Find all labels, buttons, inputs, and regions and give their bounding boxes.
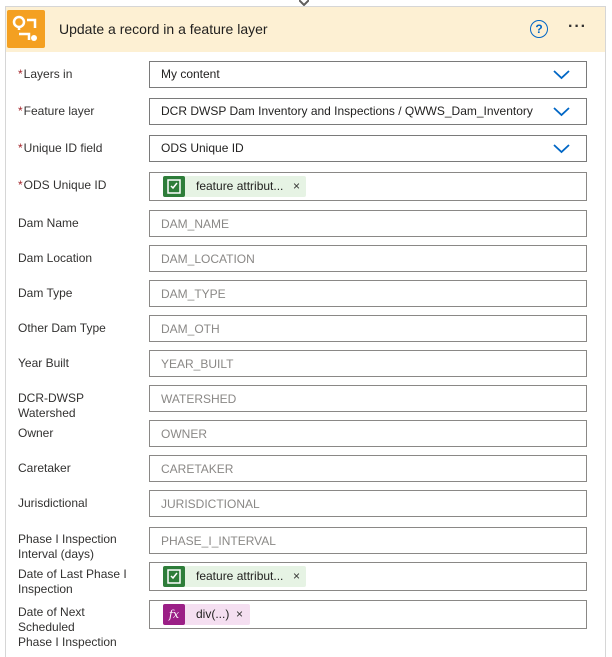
field-label xyxy=(18,178,143,193)
field-label: Other Dam Type xyxy=(18,321,106,335)
other-dam-type-input[interactable] xyxy=(149,315,587,342)
placeholder-text: DAM_OTH xyxy=(161,322,220,336)
owner-input[interactable] xyxy=(149,420,587,447)
field-label xyxy=(18,141,143,156)
label-text: Layers in xyxy=(23,67,73,81)
field-label: Dam Location xyxy=(18,251,93,265)
field-label: Year Built xyxy=(18,356,69,370)
label-text: Unique ID field xyxy=(23,141,103,155)
feature-layer-dropdown[interactable] xyxy=(149,98,587,125)
action-card xyxy=(5,6,606,657)
placeholder-text: PHASE_I_INTERVAL xyxy=(161,534,276,548)
year-built-input[interactable] xyxy=(149,350,587,377)
dam-type-input[interactable] xyxy=(149,280,587,307)
remove-token-icon[interactable]: × xyxy=(293,179,301,193)
route-map-icon xyxy=(7,10,45,48)
caretaker-input[interactable] xyxy=(149,455,587,482)
help-circle-icon[interactable]: ? xyxy=(530,20,548,38)
next-phase-inspection-input[interactable] xyxy=(149,600,587,629)
layers-in-dropdown[interactable] xyxy=(149,61,587,88)
chevron-down-icon[interactable] xyxy=(553,69,570,81)
label-line: Phase I Inspection xyxy=(18,532,117,546)
card-header[interactable] xyxy=(6,7,605,52)
required-marker: * xyxy=(18,178,23,192)
phase-interval-input[interactable] xyxy=(149,527,587,554)
placeholder-text: WATERSHED xyxy=(161,392,237,406)
chevron-down-icon[interactable] xyxy=(553,106,570,118)
function-icon: fx xyxy=(163,604,185,625)
placeholder-text: DAM_LOCATION xyxy=(161,252,255,266)
label-text: ODS Unique ID xyxy=(23,178,107,192)
ods-unique-id-input[interactable] xyxy=(149,172,587,201)
chevron-down-icon[interactable] xyxy=(553,143,570,155)
unique-id-field-dropdown[interactable] xyxy=(149,135,587,162)
placeholder-text: OWNER xyxy=(161,427,207,441)
field-label xyxy=(18,605,143,650)
token-text: feature attribut... xyxy=(196,179,284,193)
required-marker: * xyxy=(18,104,23,118)
dam-name-input[interactable] xyxy=(149,210,587,237)
label-line: Inspection xyxy=(18,582,73,596)
dynamic-content-icon xyxy=(163,566,185,587)
remove-token-icon[interactable]: × xyxy=(236,607,244,621)
field-label: Owner xyxy=(18,426,54,440)
placeholder-text: JURISDICTIONAL xyxy=(161,497,260,511)
token-text: feature attribut... xyxy=(196,569,284,583)
selected-value: ODS Unique ID xyxy=(161,141,244,155)
label-line: Date of Next Scheduled xyxy=(18,605,85,634)
label-text: Feature layer xyxy=(23,104,95,118)
remove-token-icon[interactable]: × xyxy=(293,569,301,583)
selected-value: My content xyxy=(161,67,220,81)
placeholder-text: YEAR_BUILT xyxy=(161,357,234,371)
dam-location-input[interactable] xyxy=(149,245,587,272)
placeholder-text: DAM_TYPE xyxy=(161,287,226,301)
required-marker: * xyxy=(18,141,23,155)
placeholder-text: CARETAKER xyxy=(161,462,234,476)
jurisdictional-input[interactable] xyxy=(149,490,587,517)
selected-value: DCR DWSP Dam Inventory and Inspections / QWWS_Dam_Inventory xyxy=(161,104,533,118)
last-phase-inspection-input[interactable] xyxy=(149,562,587,591)
field-label xyxy=(18,532,143,562)
required-marker: * xyxy=(18,67,23,81)
dynamic-content-token[interactable] xyxy=(163,566,306,587)
more-options-icon[interactable]: ··· xyxy=(568,18,587,35)
field-label: Dam Type xyxy=(18,286,73,300)
field-label xyxy=(18,567,143,597)
dynamic-content-token[interactable] xyxy=(163,176,306,197)
label-line: Interval (days) xyxy=(18,547,95,561)
field-label: Jurisdictional xyxy=(18,496,88,510)
expression-token[interactable] xyxy=(163,604,250,625)
label-line: Phase I Inspection xyxy=(18,635,117,649)
watershed-input[interactable] xyxy=(149,385,587,412)
field-label xyxy=(18,67,143,82)
field-label: Dam Name xyxy=(18,216,79,230)
card-title: Update a record in a feature layer xyxy=(59,21,268,37)
placeholder-text: DAM_NAME xyxy=(161,217,230,231)
field-label: DCR-DWSP Watershed xyxy=(18,391,84,420)
field-label: Caretaker xyxy=(18,461,71,475)
field-label xyxy=(18,104,143,119)
label-line: Date of Last Phase I xyxy=(18,567,127,581)
token-text: div(...) xyxy=(196,607,230,621)
dynamic-content-icon xyxy=(163,176,185,197)
